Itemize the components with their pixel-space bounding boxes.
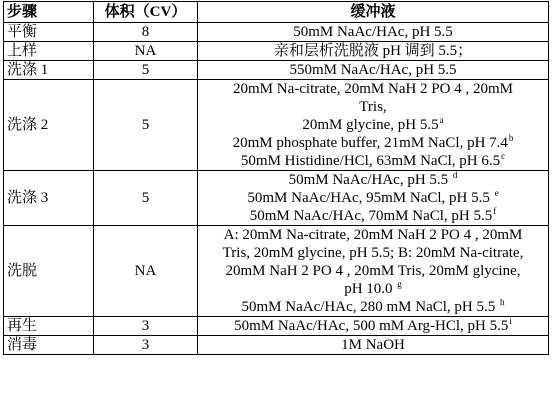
buffer-line (201, 152, 545, 170)
buffer-line (201, 171, 545, 189)
table-row (4, 317, 549, 336)
footnote-marker: e (494, 188, 499, 198)
footnote-marker: d (452, 170, 458, 180)
buffer-text: 20mM phosphate buffer, 21mM NaCl, pH 7.4 (232, 135, 508, 151)
table-row (4, 171, 549, 226)
buffer-text: 550mM NaAc/HAc, pH 5.5 (289, 62, 457, 78)
buffer-text: 20mM Na-citrate, 20mM NaH 2 PO 4 , 20mM (233, 81, 513, 97)
volume-cell: 5 (94, 80, 198, 171)
volume-cell: 5 (94, 171, 198, 226)
buffer-text: 1M NaOH (341, 337, 405, 353)
header-volume: 体积（CV） (94, 2, 198, 23)
table-row (4, 226, 549, 317)
step-cell: 平衡 (4, 23, 94, 42)
step-cell: 洗涤 2 (4, 80, 94, 171)
footnote-marker: b (508, 133, 514, 143)
buffer-text: 50mM NaAc/HAc, pH 5.5 (288, 172, 452, 188)
step-cell: 再生 (4, 317, 94, 336)
buffer-line (201, 262, 545, 280)
buffer-cell (198, 80, 549, 171)
buffer-cell (198, 317, 549, 336)
volume-cell: 3 (94, 317, 198, 336)
buffer-text: 50mM Histidine/HCl, 63mM NaCl, pH 6.5 (240, 153, 501, 169)
footnote-marker: g (397, 279, 402, 289)
buffer-cell (198, 336, 549, 355)
buffer-text: 50mM NaAc/HAc, 280 mM NaCl, pH 5.5 (241, 299, 499, 315)
buffer-line (201, 189, 545, 207)
buffer-line (201, 336, 545, 354)
buffer-text: 50mM NaAc/HAc, 95mM NaCl, pH 5.5 (247, 190, 494, 206)
buffer-text: 20mM NaH 2 PO 4 , 20mM Tris, 20mM glycine, (225, 263, 521, 279)
buffer-cell (198, 42, 549, 61)
buffer-line (201, 207, 545, 225)
buffer-line (201, 134, 545, 152)
buffer-text: 50mM NaAc/HAc, 500 mM Arg-HCl, pH 5.5 (234, 318, 509, 334)
buffer-text: pH 10.0 (344, 281, 397, 297)
buffer-cell (198, 61, 549, 80)
buffer-line (201, 244, 545, 262)
buffer-text: 20mM glycine, pH 5.5 (302, 117, 439, 133)
footnote-marker: h (499, 297, 505, 307)
buffer-line (201, 116, 545, 134)
header-step: 步骤 (4, 2, 94, 23)
step-cell: 消毒 (4, 336, 94, 355)
step-cell: 洗涤 1 (4, 61, 94, 80)
buffer-cell (198, 23, 549, 42)
buffer-line (201, 80, 545, 98)
buffer-text: 50mM NaAc/HAc, pH 5.5 (293, 24, 453, 40)
buffer-line (201, 98, 545, 116)
table-header-row (4, 2, 549, 23)
buffer-text: 亲和层析洗脱液 pH 调到 5.5； (273, 43, 473, 59)
buffer-line (201, 298, 545, 316)
volume-cell: NA (94, 42, 198, 61)
table-row (4, 80, 549, 171)
volume-cell: 8 (94, 23, 198, 42)
buffer-line (201, 226, 545, 244)
step-cell: 上样 (4, 42, 94, 61)
buffer-cell (198, 226, 549, 317)
table-row (4, 61, 549, 80)
buffer-line (201, 280, 545, 298)
table-row (4, 42, 549, 61)
step-cell: 洗涤 3 (4, 171, 94, 226)
footnote-marker: i (509, 316, 512, 326)
table-row (4, 336, 549, 355)
buffer-cell (198, 171, 549, 226)
table-row (4, 23, 549, 42)
footnote-marker: f (493, 206, 497, 216)
buffer-text: A: 20mM Na-citrate, 20mM NaH 2 PO 4 , 20mM (223, 227, 523, 243)
table-body (4, 23, 549, 355)
volume-cell: 5 (94, 61, 198, 80)
header-buffer: 缓冲液 (198, 2, 549, 23)
footnote-marker: a (439, 115, 444, 125)
volume-cell: 3 (94, 336, 198, 355)
buffer-text: 50mM NaAc/HAc, 70mM NaCl, pH 5.5 (249, 208, 493, 224)
buffer-line (201, 23, 545, 41)
buffer-text: Tris, (359, 99, 387, 115)
buffer-line (201, 42, 545, 60)
buffer-text: Tris, 20mM glycine, pH 5.5; B: 20mM Na-citrate, (222, 245, 524, 261)
step-cell: 洗脱 (4, 226, 94, 317)
purification-protocol-table (3, 1, 549, 355)
buffer-line (201, 61, 545, 79)
buffer-line (201, 317, 545, 335)
footnote-marker: c (501, 151, 506, 161)
volume-cell: NA (94, 226, 198, 317)
